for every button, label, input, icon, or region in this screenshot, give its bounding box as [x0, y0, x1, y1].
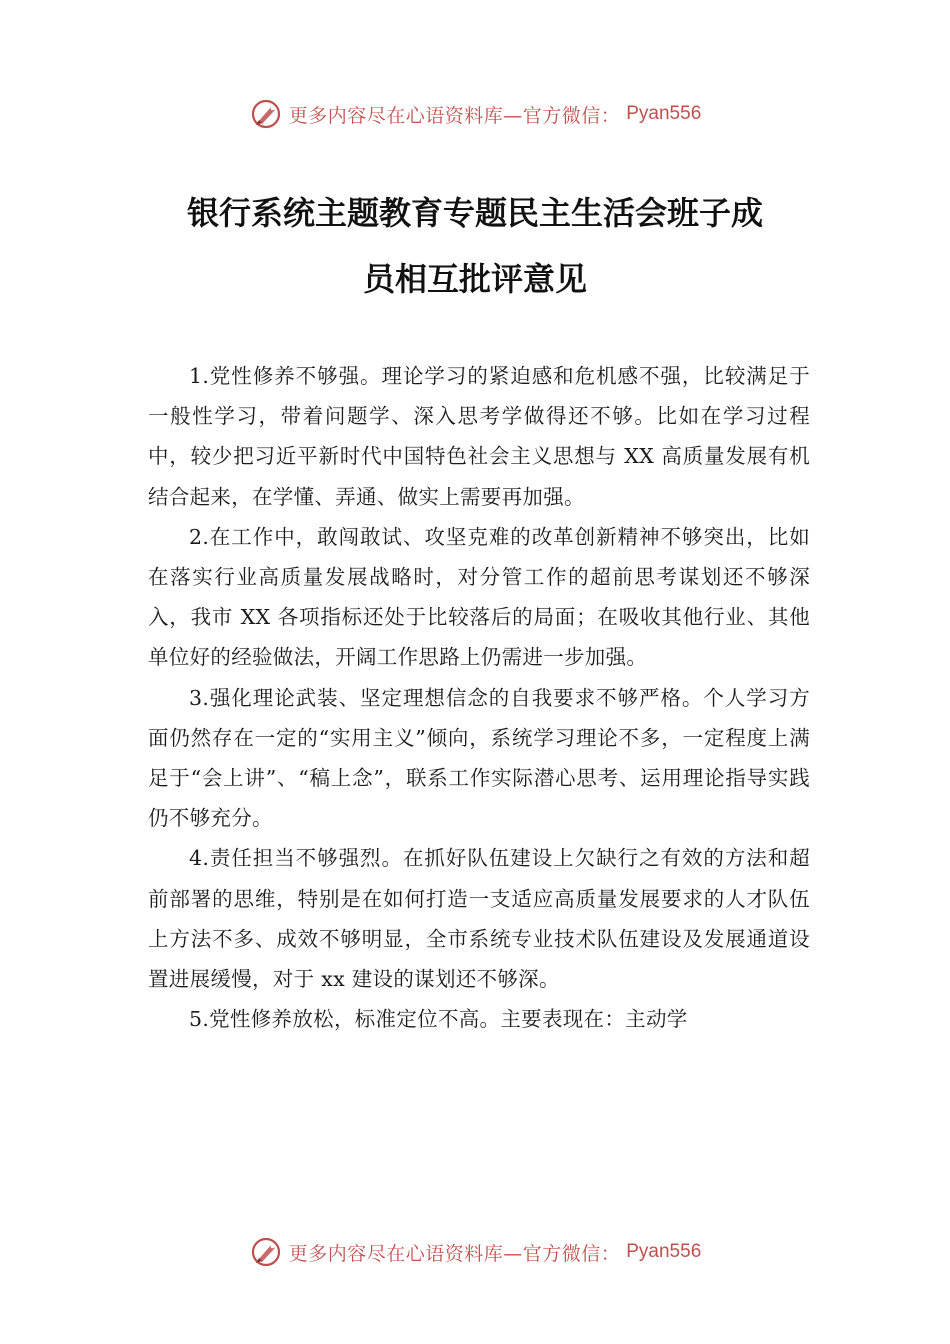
watermark-text: 更多内容尽在心语资料库—官方微信：: [288, 104, 621, 127]
document-title: [148, 180, 802, 312]
title-line-1: 银行系统主题教育专题民主生活会班子成: [186, 194, 763, 232]
watermark-text: 更多内容尽在心语资料库—官方微信：: [288, 1242, 621, 1265]
paragraph-2: 2.在工作中，敢闯敢试、攻坚克难的改革创新精神不够突出，比如在落实行业高质量发展战略时，对分管工作的超前思考谋划还不够深入，我市 XX 各项指标还处于比较落后的局面；在吸收其他行业、其他单位好的经验做法，开阔工作思路上仍需进一步加强。: [148, 524, 810, 670]
title-line-2: 员相互批评意见: [362, 260, 587, 298]
footer-watermark: [0, 1232, 950, 1272]
paragraph-1: 1.党性修养不够强。理论学习的紧迫感和危机感不强，比较满足于一般性学习，带着问题学、深入思考学做得还不够。比如在学习过程中，较少把习近平新时代中国特色社会主义思想与 XX 高质量发展有机结合起来，在学懂、弄通、做实上需要再加强。: [148, 364, 810, 509]
document-body: [148, 356, 810, 1039]
watermark-wechat-id: Pyan556: [626, 103, 702, 124]
watermark-wechat-id: Pyan556: [626, 1241, 702, 1262]
pen-nib-logo-icon: [249, 1235, 283, 1269]
paragraph-4: 4.责任担当不够强烈。在抓好队伍建设上欠缺行之有效的方法和超前部署的思维，特别是在如何打造一支适应高质量发展要求的人才队伍上方法不多、成效不够明显，全市系统专业技术队伍建设及发展通道设置进展缓慢，对于 xx 建设的谋划还不够深。: [148, 846, 810, 992]
header-watermark: [0, 94, 950, 134]
pen-nib-logo-icon: [249, 97, 283, 131]
paragraph-5: 5.党性修养放松，标准定位不高。主要表现在：主动学: [189, 1007, 688, 1032]
paragraph-3: 3.强化理论武装、坚定理想信念的自我要求不够严格。个人学习方面仍然存在一定的“实用主义”倾向，系统学习理论不多，一定程度上满足于“会上讲”、“稿上念”，联系工作实际潜心思考、运用理论指导实践仍不够充分。: [148, 685, 810, 831]
